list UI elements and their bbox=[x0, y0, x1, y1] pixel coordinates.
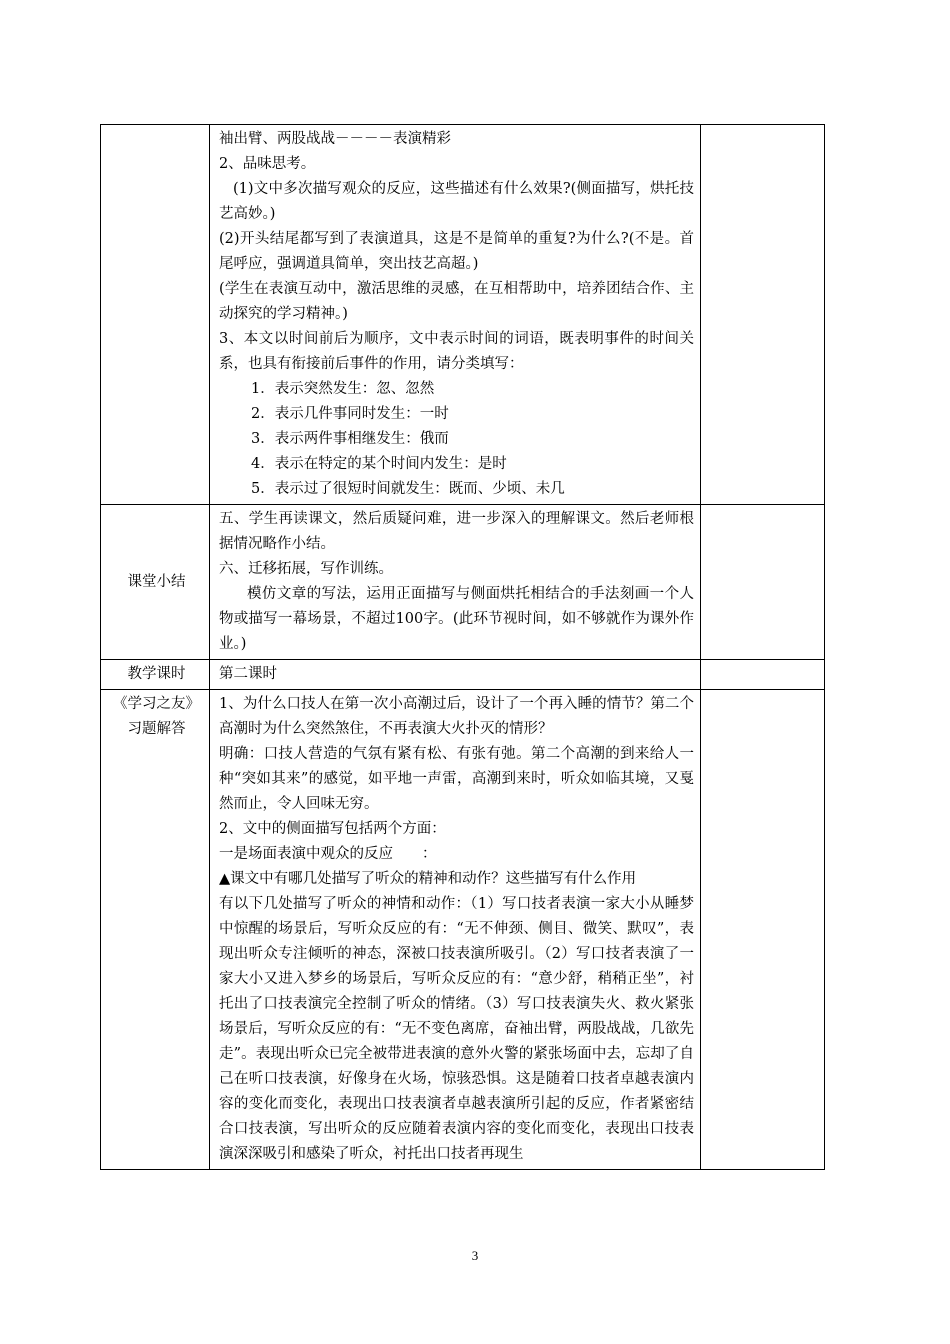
row-label-summary: 课堂小结 bbox=[101, 505, 210, 660]
text-line: ▲课文中有哪几处描写了听众的精神和动作？这些描写有什么作用 bbox=[219, 871, 637, 887]
text-line: 2、品味思考。 bbox=[219, 156, 316, 172]
page-number: 3 bbox=[471, 1248, 479, 1263]
list-item: 5．表示过了很短时间就发生：既而、少顷、未几 bbox=[251, 481, 565, 497]
text-line: 一是场面表演中观众的反应 ： bbox=[219, 846, 437, 862]
notes-cell bbox=[701, 505, 825, 660]
text-line: 明确：口技人营造的气氛有紧有松、有张有弛。第二个高潮的到来给人一种“突如其来”的感觉，如平地一声雷，高潮到来时，听众如临其境，又戛然而止，令人回味无穷。 bbox=[219, 746, 694, 812]
notes-cell bbox=[701, 125, 825, 505]
notes-cell bbox=[701, 660, 825, 690]
continuation-content bbox=[210, 125, 701, 505]
text-line: 袖出臂、两股战战－－－－表演精彩 bbox=[219, 131, 451, 147]
text-line: 模仿文章的写法，运用正面描写与侧面烘托相结合的手法刻画一个人物或描写一幕场景，不超过100字。(此环节视时间，如不够就作为课外作业。) bbox=[219, 586, 694, 652]
text-line: 1、为什么口技人在第一次小高潮过后，设计了一个再入睡的情节？第二个高潮时为什么突然煞住，不再表演大火扑灭的情形？ bbox=[219, 696, 694, 737]
text-line: 有以下几处描写了听众的神情和动作：（1）写口技者表演一家大小从睡梦中惊醒的场景后，写听众反应的有：“无不伸颈、侧目、微笑、默叹”，表现出听众专注倾听的神态，深被口技表演所吸引。（2）写口技者表演了一家大小又进入梦乡的场景后，写听众反应的有：“意少舒，稍稍正坐”，衬托出了口技表演完全控制了听众的情绪。（3）写口技表演失火、救火紧张场景后，写听众反应的有：“无不变色离席，奋袖出臂，两股战战，几欲先走”。表现出听众已完全被带进表演的意外火警的紧张场面中去，忘却了自己在听口技表演，好像身在火场，惊骇恐惧。这是随着口技者卓越表演内容的变化而变化，表现出口技表演者卓越表演所引起的反应，作者紧密结合口技表演，写出听众的反应随着表演内容的变化而变化，表现出口技表演深深吸引和感染了听众，衬托出口技者再现生 bbox=[219, 896, 694, 1162]
text-line: (学生在表演互动中，激活思维的灵感，在互相帮助中，培养团结合作、主动探究的学习精神。) bbox=[219, 281, 694, 322]
row-label-answers bbox=[101, 690, 210, 1170]
summary-content bbox=[210, 505, 701, 660]
list-item: 4．表示在特定的某个时间内发生：是时 bbox=[251, 456, 507, 472]
text-line: 2、文中的侧面描写包括两个方面： bbox=[219, 821, 446, 837]
lesson-plan-table bbox=[100, 124, 825, 1170]
list-item: 2．表示几件事同时发生：一时 bbox=[251, 406, 449, 422]
text-line: (2)开头结尾都写到了表演道具，这是不是简单的重复?为什么?(不是。首尾呼应，强调道具简单，突出技艺高超。) bbox=[219, 231, 694, 272]
period-value bbox=[210, 660, 701, 690]
text-line: 第二课时 bbox=[219, 666, 277, 682]
text-line: (1)文中多次描写观众的反应，这些描述有什么效果?(侧面描写，烘托技艺高妙。) bbox=[219, 181, 694, 222]
answers-content bbox=[210, 690, 701, 1170]
table-row-continuation bbox=[101, 125, 825, 505]
table-row-period bbox=[101, 660, 825, 690]
text-line: 五、学生再读课文，然后质疑问难，进一步深入的理解课文。然后老师根据情况略作小结。 bbox=[219, 511, 694, 552]
list-item: 3．表示两件事相继发生：俄而 bbox=[251, 431, 449, 447]
row-label-line: 习题解答 bbox=[127, 721, 186, 737]
row-label-line: 《学习之友》 bbox=[113, 696, 200, 712]
text-line: 六、迁移拓展，写作训练。 bbox=[219, 561, 393, 577]
row-label-empty bbox=[101, 125, 210, 505]
notes-cell bbox=[701, 690, 825, 1170]
list-item: 1．表示突然发生：忽、忽然 bbox=[251, 381, 435, 397]
text-line: 3、本文以时间前后为顺序，文中表示时间的词语，既表明事件的时间关系，也具有衔接前后事件的作用，请分类填写： bbox=[219, 331, 694, 372]
table-row-answers bbox=[101, 690, 825, 1170]
table-row-summary bbox=[101, 505, 825, 660]
row-label-period: 教学课时 bbox=[101, 660, 210, 690]
